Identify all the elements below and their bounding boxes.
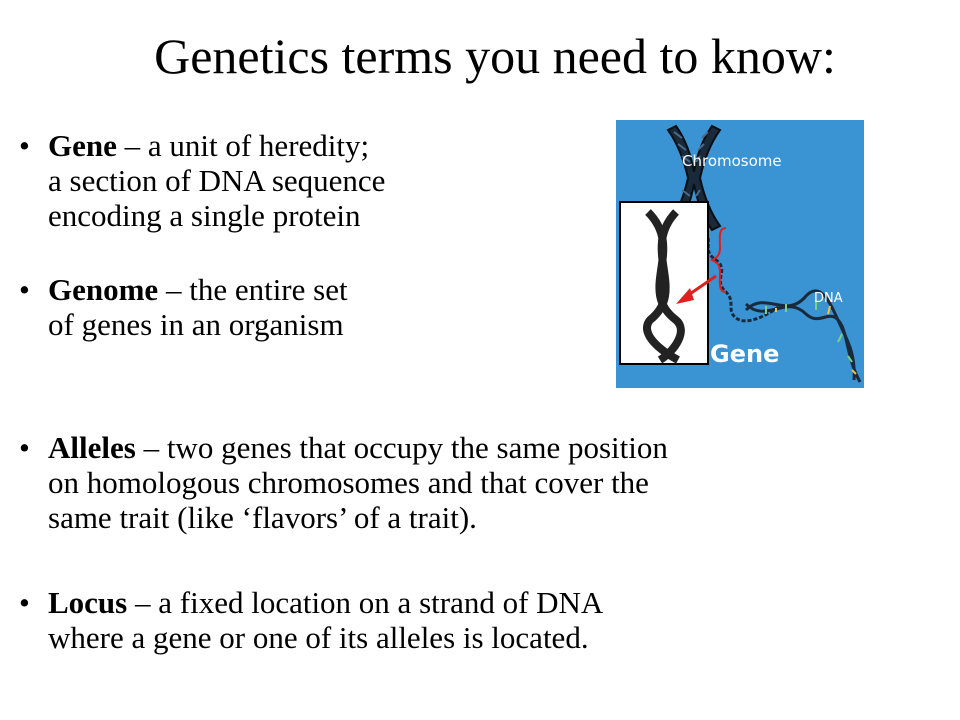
genome-definition-line-1: – the entire set xyxy=(158,272,348,307)
bullet-alleles xyxy=(19,430,919,535)
bullet-dot: • xyxy=(19,272,30,307)
bullet-dot: • xyxy=(19,430,30,465)
term-locus: Locus xyxy=(48,585,128,620)
term-alleles: Alleles xyxy=(48,430,136,465)
gene-definition-line-3: encoding a single protein xyxy=(48,198,361,233)
slide-title: Genetics terms you need to know: xyxy=(154,28,836,84)
alleles-definition-line-3: same trait (like ‘flavors’ of a trait). xyxy=(48,500,477,535)
alleles-definition-line-2: on homologous chromosomes and that cover the xyxy=(48,465,649,500)
chromosome-label: Chromosome xyxy=(682,152,782,170)
term-gene: Gene xyxy=(48,128,117,163)
locus-definition-line-1: – a fixed location on a strand of DNA xyxy=(127,585,604,620)
dna-label: DNA xyxy=(814,291,843,306)
gene-definition-line-1: – a unit of heredity; xyxy=(116,128,370,163)
bullet-locus xyxy=(19,585,919,655)
locus-definition-line-2: where a gene or one of its alleles is located. xyxy=(48,620,589,655)
bullet-dot: • xyxy=(19,585,30,620)
alleles-definition-line-1: – two genes that occupy the same position xyxy=(135,430,668,465)
gene-label: Gene xyxy=(710,340,780,368)
bullet-dot: • xyxy=(19,128,30,163)
term-genome: Genome xyxy=(48,272,159,307)
gene-definition-line-2: a section of DNA sequence xyxy=(48,163,386,198)
bullet-gene xyxy=(19,128,579,233)
chromosome-dna-gene-illustration xyxy=(616,120,864,388)
genome-definition-line-2: of genes in an organism xyxy=(48,307,344,342)
bullet-genome xyxy=(19,272,579,342)
